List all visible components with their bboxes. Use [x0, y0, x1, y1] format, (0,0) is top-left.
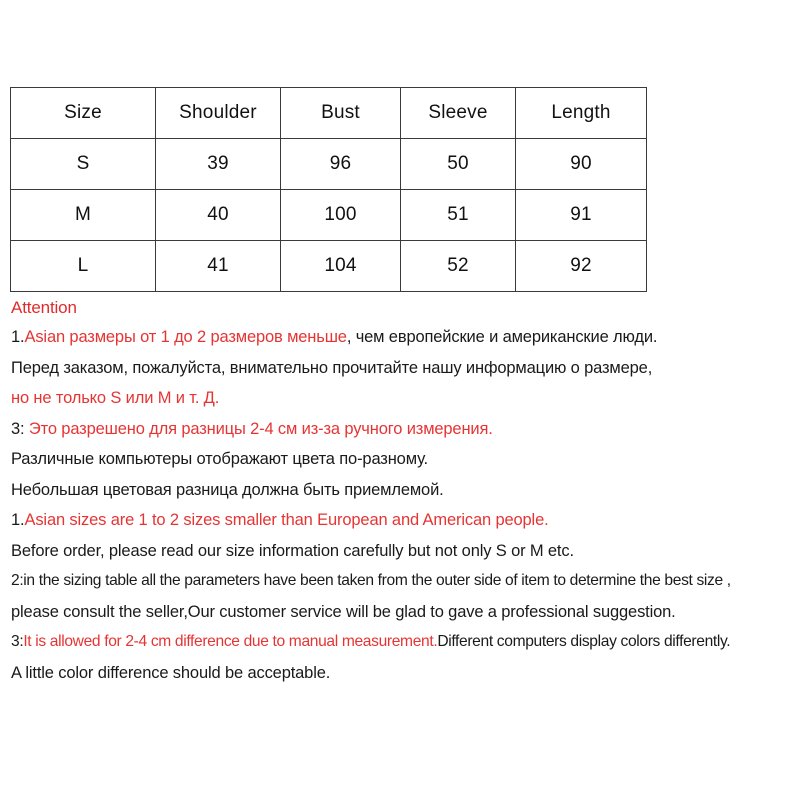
cell-sleeve: 52	[401, 241, 516, 292]
note-segment: please consult the seller,Our customer service will be glad to gave a professional suggestion.	[11, 602, 676, 621]
column-header-size: Size	[11, 88, 156, 139]
attention-heading: Attention	[11, 298, 77, 317]
column-header-length: Length	[516, 88, 647, 139]
note-line-ru-6	[11, 475, 793, 506]
table-row	[11, 190, 647, 241]
note-line-en-3	[11, 566, 793, 597]
note-segment: , чем европейские и американские люди.	[346, 328, 658, 346]
cell-shoulder: 41	[156, 241, 281, 292]
cell-length: 92	[516, 241, 647, 292]
note-segment: Asian размеры от 1 до 2 размеров меньше	[24, 328, 347, 346]
table-header-row	[11, 88, 647, 139]
cell-size: S	[11, 139, 156, 190]
note-segment: Before order, please read our size information carefully but not only S or M etc.	[11, 541, 574, 560]
note-segment: A little color difference should be acceptable.	[11, 663, 331, 682]
note-segment: 1.	[11, 511, 25, 529]
table-row	[11, 241, 647, 292]
cell-size: L	[11, 241, 156, 292]
cell-shoulder: 40	[156, 190, 281, 241]
attention-notes	[11, 293, 793, 688]
note-segment: но не только S или M и т. Д.	[11, 389, 220, 407]
size-table	[10, 87, 647, 292]
note-segment: 2:in the sizing table all the parameters have been taken from the outer side of item to determine the best size ,	[11, 572, 731, 589]
note-segment: Небольшая цветовая разница должна быть приемлемой.	[11, 480, 444, 499]
note-line-ru-5	[11, 444, 793, 475]
column-header-shoulder: Shoulder	[156, 88, 281, 139]
note-line-en-4	[11, 597, 793, 628]
note-segment: Asian sizes are 1 to 2 sizes smaller than European and American people.	[24, 511, 549, 529]
cell-shoulder: 39	[156, 139, 281, 190]
note-segment: Перед заказом, пожалуйста, внимательно прочитайте нашу информацию о размере,	[11, 358, 653, 377]
note-line-list	[11, 322, 793, 688]
size-table-container	[10, 87, 646, 292]
note-segment: 3:	[11, 419, 29, 438]
note-line-en-6	[11, 658, 793, 689]
note-line-ru-4	[11, 414, 793, 445]
note-segment: Это разрешено для разницы 2-4 см из-за ручного измерения.	[28, 419, 493, 438]
note-segment: Различные компьютеры отображают цвета по-разному.	[11, 450, 428, 468]
column-header-sleeve: Sleeve	[401, 88, 516, 139]
note-line-en-2	[11, 536, 793, 567]
cell-bust: 96	[281, 139, 401, 190]
cell-sleeve: 50	[401, 139, 516, 190]
cell-bust: 100	[281, 190, 401, 241]
note-line-ru-2	[11, 353, 793, 384]
cell-sleeve: 51	[401, 190, 516, 241]
note-segment: It is allowed for 2-4 cm difference due to manual measurement.	[23, 633, 438, 650]
note-line-en-5	[11, 627, 793, 658]
note-line-ru-3	[11, 383, 793, 414]
note-segment: 3:	[11, 633, 24, 650]
note-line-ru-1	[11, 322, 793, 353]
column-header-bust: Bust	[281, 88, 401, 139]
cell-length: 90	[516, 139, 647, 190]
cell-size: M	[11, 190, 156, 241]
note-line-en-1	[11, 505, 793, 536]
note-segment: 1.	[11, 328, 25, 346]
note-segment: Different computers display colors differently.	[437, 633, 731, 650]
table-row	[11, 139, 647, 190]
cell-length: 91	[516, 190, 647, 241]
cell-bust: 104	[281, 241, 401, 292]
